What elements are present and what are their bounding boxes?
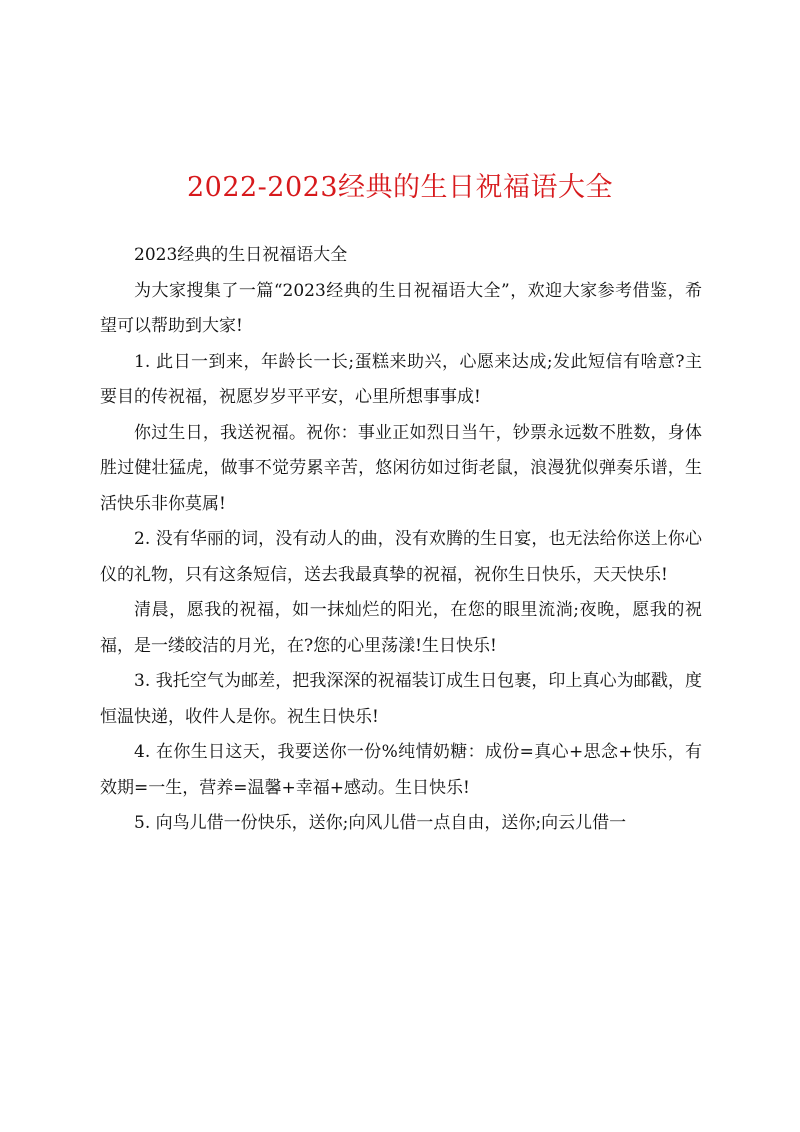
paragraph-item-3: 3. 我托空气为邮差，把我深深的祝福装订成生日包裹，印上真心为邮戳，度恒温快递，收件人是你。祝生日快乐!: [100, 671, 702, 727]
paragraph-item-1-extra: 你过生日，我送祝福。祝你：事业正如烈日当午，钞票永远数不胜数，身体胜过健壮猛虎，做事不觉劳累辛苦，悠闲彷如过街老鼠，浪漫犹似弹奏乐谱，生活快乐非你莫属!: [100, 422, 702, 514]
paragraph-item-5: 5. 向鸟儿借一份快乐，送你;向风儿借一点自由，送你;向云儿借一: [134, 813, 627, 833]
document-title: 2022-2023经典的生日祝福语大全: [186, 172, 614, 203]
paragraph-item-2-extra: 清晨，愿我的祝福，如一抹灿烂的阳光，在您的眼里流淌;夜晚，愿我的祝福，是一缕皎洁的月光，在?您的心里荡漾!生日快乐!: [100, 600, 702, 656]
paragraph-subtitle: 2023经典的生日祝福语大全: [134, 245, 348, 265]
paragraph-item-1: 1. 此日一到来，年龄长一长;蛋糕来助兴，心愿来达成;发此短信有啥意?主要目的传祝福，祝愿岁岁平平安，心里所想事事成!: [100, 351, 702, 407]
paragraph-item-2: 2. 没有华丽的词，没有动人的曲，没有欢腾的生日宴，也无法给你送上你心仪的礼物，只有这条短信，送去我最真挚的祝福，祝你生日快乐，天天快乐!: [100, 529, 702, 585]
document-body: [100, 238, 702, 842]
paragraph-item-4: 4. 在你生日这天，我要送你一份%纯情奶糖：成份=真心+思念+快乐，有效期=一生，营养=温馨+幸福+感动。生日快乐!: [100, 742, 702, 798]
paragraph-intro: 为大家搜集了一篇“2023经典的生日祝福语大全”，欢迎大家参考借鉴，希望可以帮助到大家!: [100, 280, 702, 336]
